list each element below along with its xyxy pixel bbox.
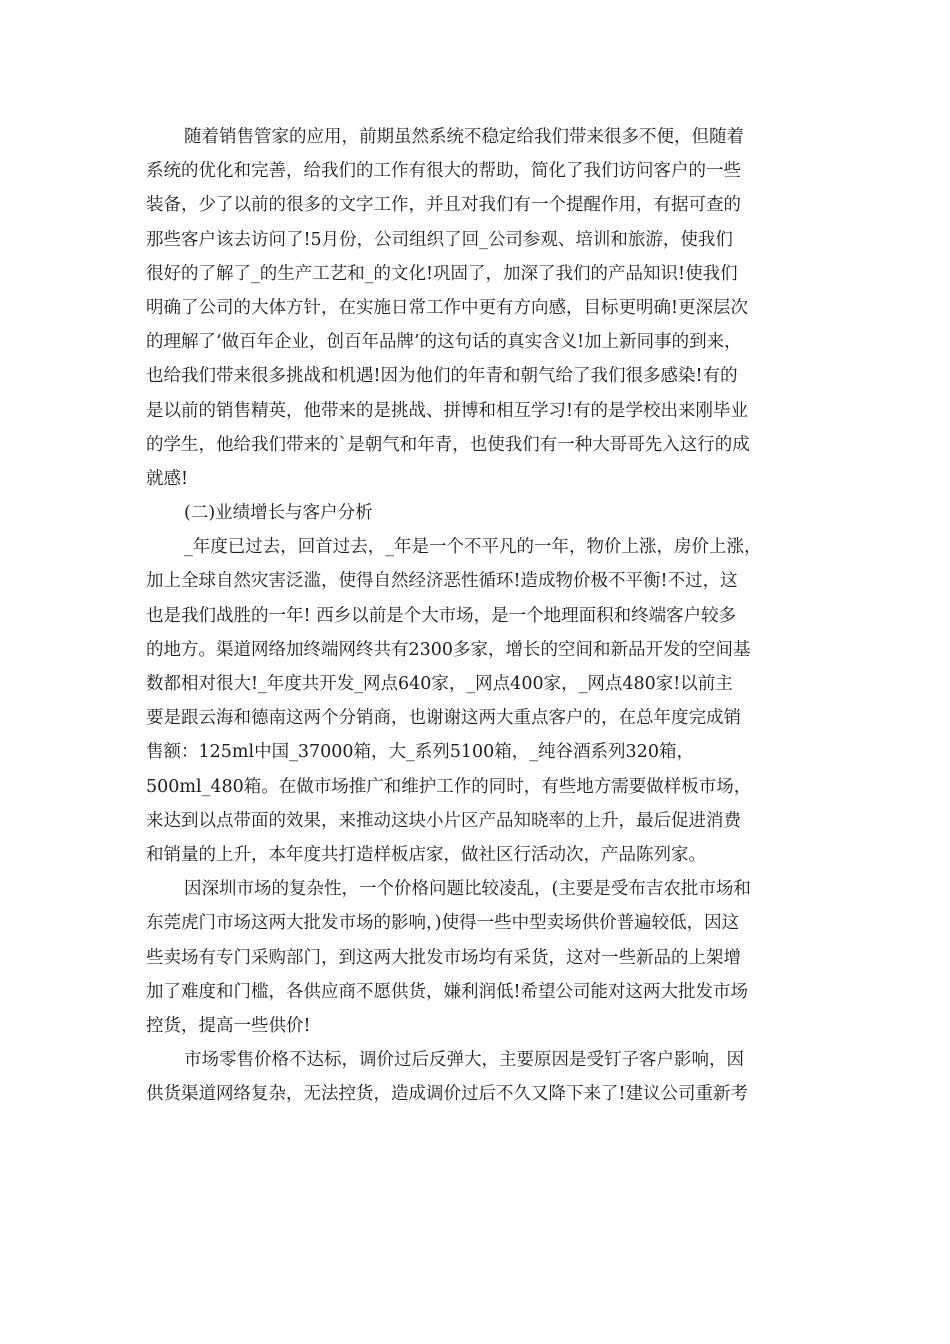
paragraph-line: 随着销售管家的应用，前期虽然系统不稳定给我们带来很多不便，但随着 bbox=[184, 127, 744, 147]
paragraph-line: 的学生，他给我们带来的`是朝气和年青，也使我们有一种大哥哥先入这行的成 bbox=[146, 434, 750, 455]
paragraph-line: 装备，少了以前的很多的文字工作，并且对我们有一个提醒作用，有据可查的 bbox=[146, 195, 741, 216]
paragraph-line: _年度已过去，回首过去，_年是一个不平凡的一年，物价上涨，房价上涨， bbox=[184, 537, 762, 558]
paragraph-line: 加了难度和门槛，各供应商不愿供货，嫌利润低!希望公司能对这两大批发市场 bbox=[146, 981, 749, 1002]
paragraph-line: 的地方。渠道网络加终端网终共有2300多家，增长的空间和新品开发的空间基 bbox=[146, 639, 751, 660]
paragraph-line: 和销量的上升，本年度共打造样板店家，做社区行活动次，产品陈列家。 bbox=[146, 844, 706, 865]
paragraph-line: 些卖场有专门采购部门，到这两大批发市场均有采货，这对一些新品的上架增 bbox=[146, 947, 741, 968]
paragraph-line: 那些客户该去访问了!5月份，公司组织了回_公司参观、培训和旅游，使我们 bbox=[146, 229, 733, 250]
paragraph-line: 加上全球自然灾害泛滥，使得自然经济恶性循环!造成物价极不平衡!不过，这 bbox=[146, 571, 738, 592]
section-heading: (二)业绩增长与客户分析 bbox=[184, 503, 373, 524]
paragraph-line: 控货，提高一些供价! bbox=[146, 1015, 311, 1036]
paragraph-retail-price bbox=[146, 1043, 816, 1111]
paragraph-line: 售额：125ml中国_37000箱，大_系列5100箱，_纯谷酒系列320箱， bbox=[146, 742, 694, 763]
paragraph-shenzhen-market bbox=[146, 872, 816, 1043]
paragraph-performance bbox=[146, 530, 816, 872]
paragraph-line: 要是跟云海和德南这两个分销商，也谢谢这两大重点客户的，在总年度完成销 bbox=[146, 708, 741, 729]
document-body bbox=[146, 120, 816, 1111]
paragraph-line: 系统的优化和完善，给我们的工作有很大的帮助，简化了我们访问客户的一些 bbox=[146, 161, 741, 182]
paragraph-line: 很好的了解了_的生产工艺和_的文化!巩固了，加深了我们的产品知识!使我们 bbox=[146, 263, 738, 284]
paragraph-line: 就感! bbox=[146, 468, 189, 489]
paragraph-line: 数都相对很大!_年度共开发_网点640家，_网点400家，_网点480家!以前主 bbox=[146, 674, 733, 694]
paragraph-line: 来达到以点带面的效果，来推动这块小片区产品知晓率的上升，最后促进消费 bbox=[146, 810, 741, 831]
paragraph-line: 明确了公司的大体方针，在实施日常工作中更有方向感，目标更明确!更深层次 bbox=[146, 297, 749, 318]
paragraph-line: 也给我们带来很多挑战和机遇!因为他们的年青和朝气给了我们很多感染!有的 bbox=[146, 366, 738, 387]
paragraph-line: 市场零售价格不达标，调价过后反弹大，主要原因是受钉子客户影响，因 bbox=[184, 1050, 744, 1071]
paragraph-line: 500ml_480箱。在做市场推广和维护工作的同时，有些地方需要做样板市场， bbox=[146, 776, 752, 797]
paragraph-line: 的理解了‘做百年企业，创百年品牌’的这句话的真实含义!加上新同事的到来， bbox=[146, 332, 742, 353]
paragraph-line: 供货渠道网络复杂，无法控货，造成调价过后不久又降下来了!建议公司重新考 bbox=[146, 1084, 749, 1105]
paragraph-line: 是以前的销售精英，他带来的是挑战、拼博和相互学习!有的是学校出来刚毕业 bbox=[146, 400, 749, 421]
paragraph-sales-manager bbox=[146, 120, 816, 496]
paragraph-line: 也是我们战胜的一年! 西乡以前是个大市场，是一个地理面积和终端客户较多 bbox=[146, 605, 737, 626]
paragraph-line: 东莞虎门市场这两大批发市场的影响，)使得一些中型卖场供价普遍较低，因这 bbox=[146, 913, 740, 934]
paragraph-line: 因深圳市场的复杂性，一个价格问题比较凌乱，(主要是受布吉农批市场和 bbox=[184, 879, 751, 900]
